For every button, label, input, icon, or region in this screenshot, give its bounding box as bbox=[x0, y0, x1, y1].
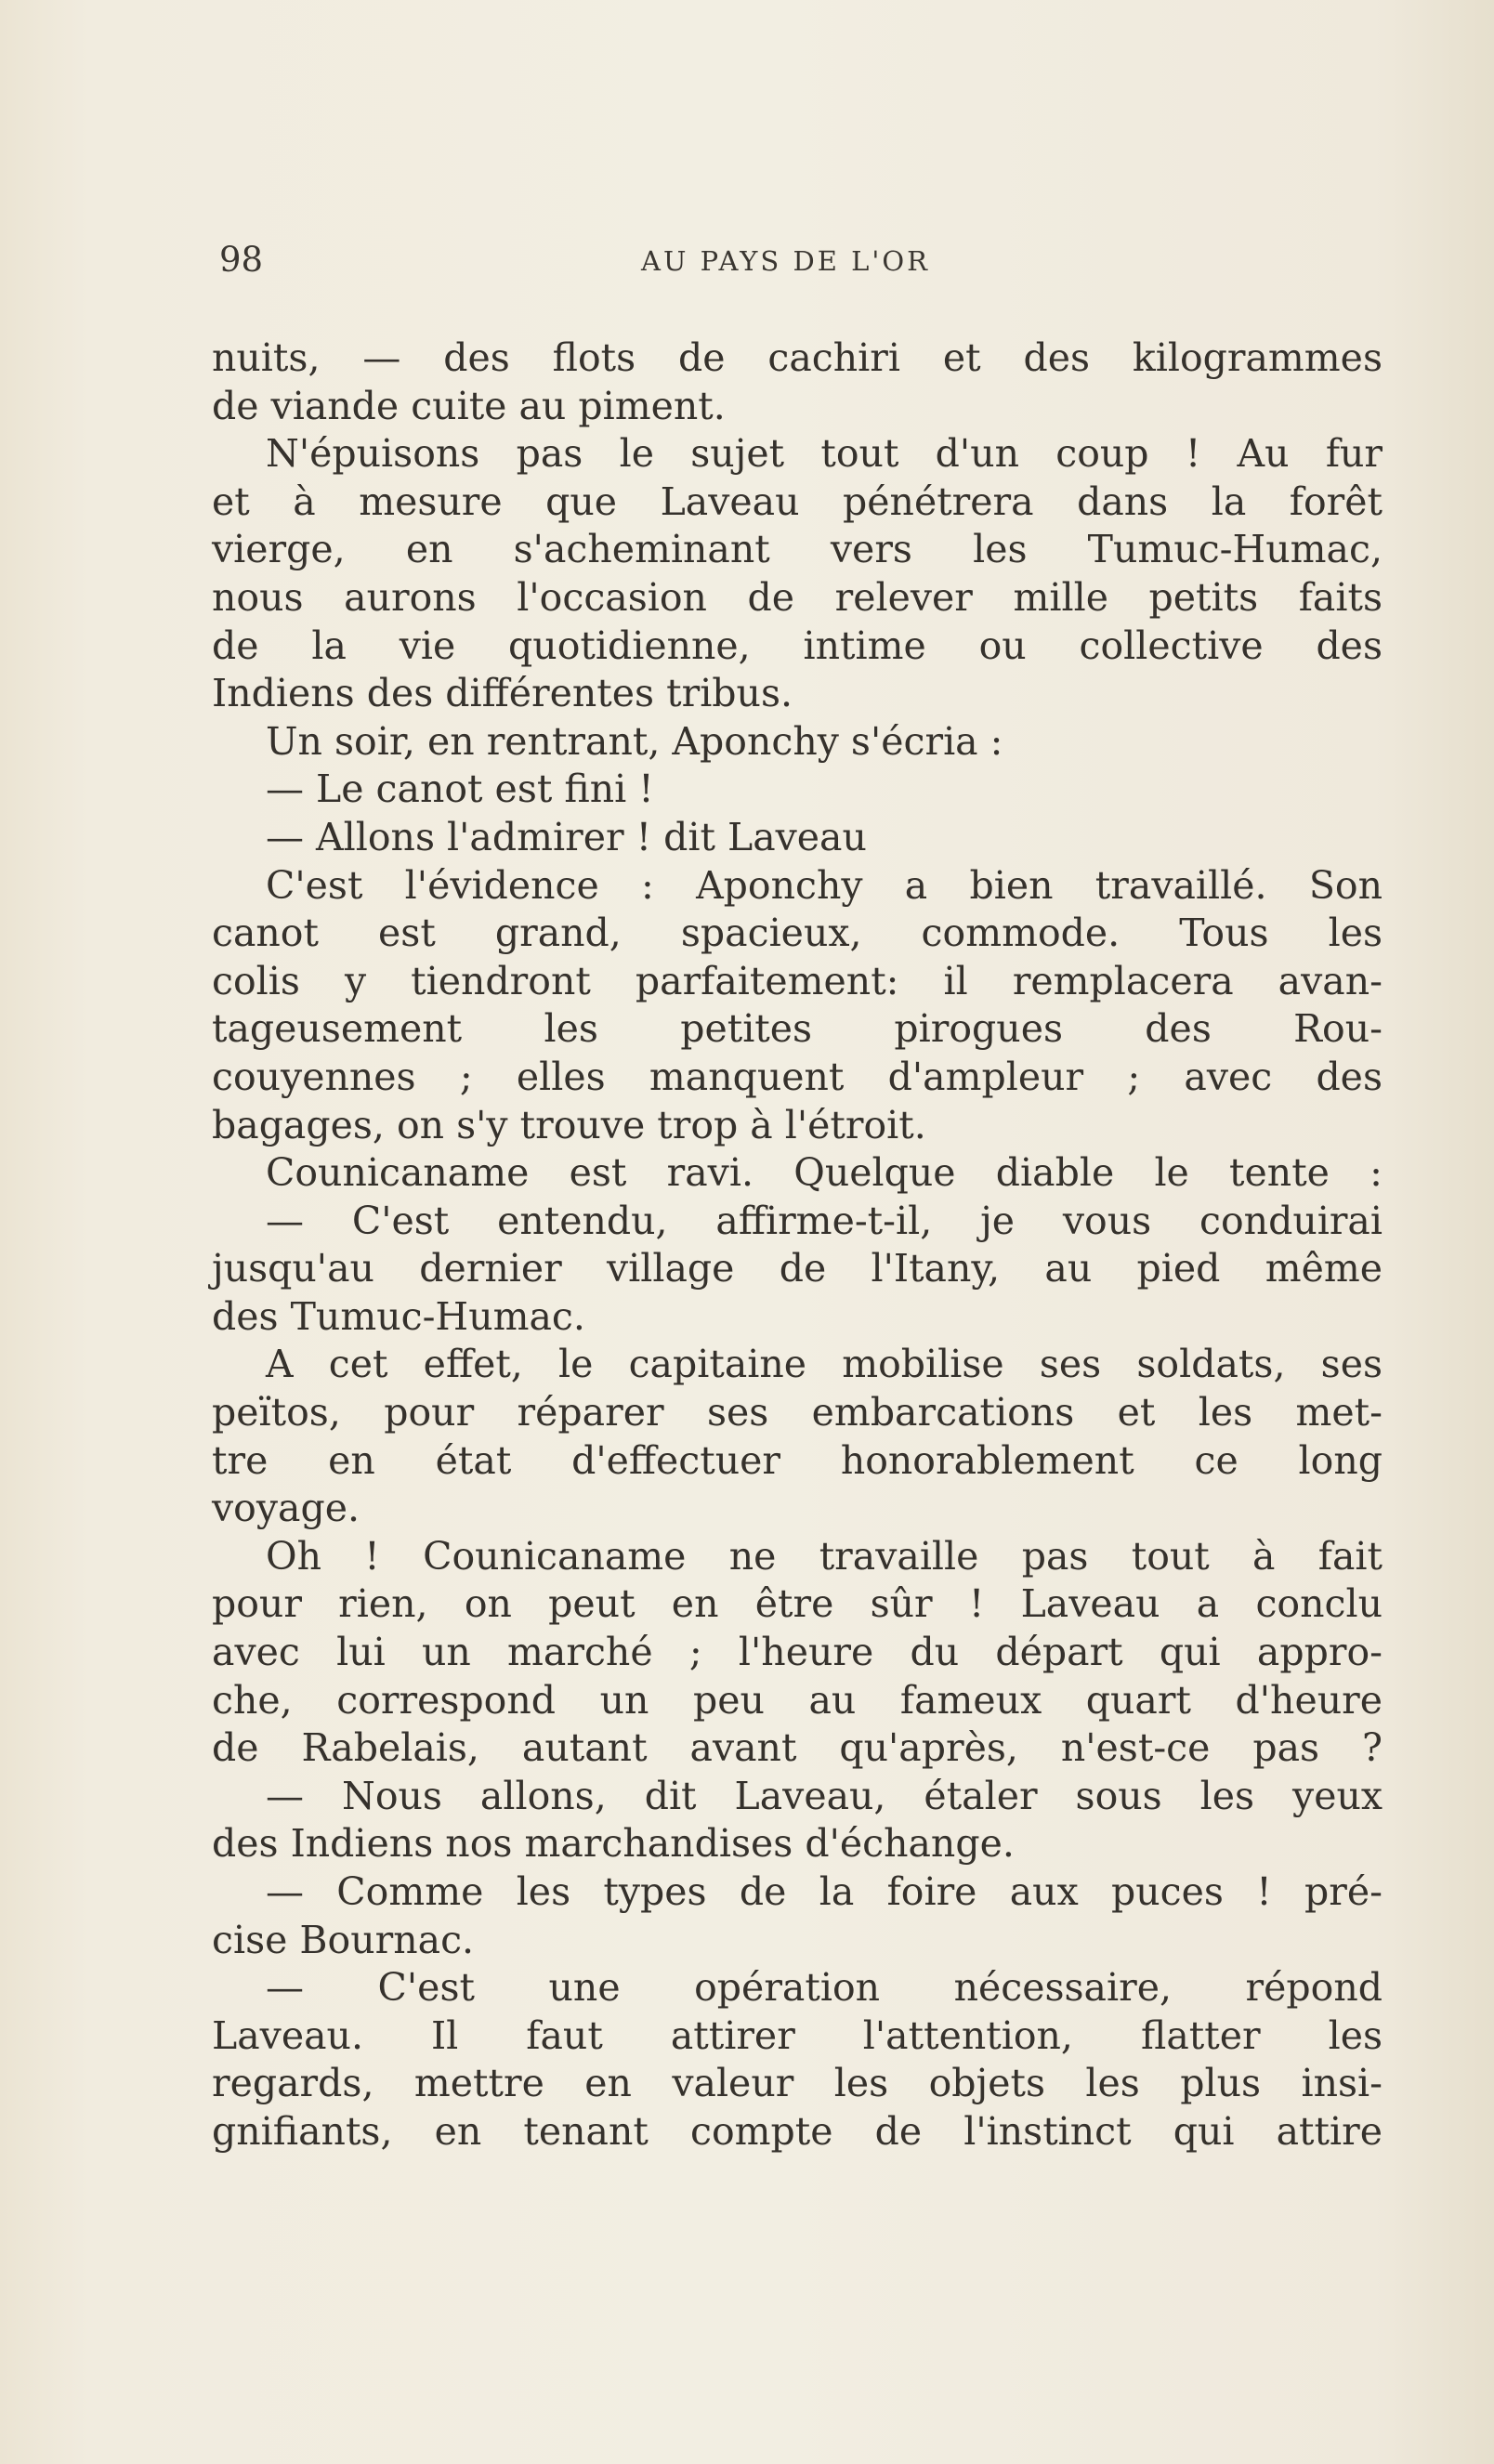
text-line: regards, mettre en valeur les objets les plus insi- bbox=[212, 2061, 1383, 2106]
text-line: colis y tiendront parfaitement: il remplacera avan- bbox=[212, 958, 1383, 1003]
text-line: tre en état d'effectuer honorablement ce long bbox=[212, 1437, 1383, 1483]
text-line: avec lui un marché ; l'heure du départ qui appro- bbox=[212, 1630, 1383, 1675]
text-line: — Le canot est fini ! bbox=[266, 767, 654, 812]
text-line: N'épuisons pas le sujet tout d'un coup ! Au fur bbox=[266, 431, 1383, 477]
text-line: Counicaname est ravi. Quelque diable le tente : bbox=[266, 1150, 1383, 1196]
text-line: de la vie quotidienne, intime ou collective des bbox=[212, 623, 1383, 668]
text-line: canot est grand, spacieux, commode. Tous les bbox=[212, 911, 1383, 956]
text-line: de viande cuite au piment. bbox=[212, 383, 726, 428]
text-line: vierge, en s'acheminant vers les Tumuc-Humac, bbox=[212, 527, 1383, 572]
text-line: voyage. bbox=[212, 1486, 360, 1531]
body-text bbox=[212, 334, 1383, 2156]
text-line: tageusement les petites pirogues des Rou- bbox=[212, 1006, 1383, 1052]
text-line: — C'est une opération nécessaire, répond bbox=[266, 1965, 1383, 2011]
text-line: — Allons l'admirer ! dit Laveau bbox=[266, 814, 867, 859]
text-line: cise Bournac. bbox=[212, 1917, 475, 1962]
running-title: AU PAYS DE L'OR bbox=[641, 245, 930, 277]
text-line: bagages, on s'y trouve trop à l'étroit. bbox=[212, 1102, 926, 1147]
text-line: des Indiens nos marchandises d'échange. bbox=[212, 1821, 1015, 1867]
text-line: de Rabelais, autant avant qu'après, n'est-ce pas ? bbox=[212, 1725, 1383, 1771]
text-line: Oh ! Counicaname ne travaille pas tout à fait bbox=[266, 1533, 1383, 1579]
text-line: Indiens des différentes tribus. bbox=[212, 671, 793, 716]
text-line: nous aurons l'occasion de relever mille petits faits bbox=[212, 574, 1383, 620]
text-line: che, correspond un peu au fameux quart d'heure bbox=[212, 1677, 1383, 1723]
page-number: 98 bbox=[219, 240, 264, 280]
text-line: — C'est entendu, affirme-t-il, je vous conduirai bbox=[266, 1198, 1383, 1243]
text-line: Un soir, en rentrant, Aponchy s'écria : bbox=[266, 718, 1003, 764]
text-line: jusqu'au dernier village de l'Itany, au pied même bbox=[212, 1246, 1383, 1291]
text-line: et à mesure que Laveau pénétrera dans la forêt bbox=[212, 478, 1383, 524]
text-line: des Tumuc-Humac. bbox=[212, 1293, 585, 1339]
text-line: peïtos, pour réparer ses embarcations et les met- bbox=[212, 1390, 1383, 1435]
text-line: A cet effet, le capitaine mobilise ses soldats, ses bbox=[266, 1342, 1383, 1387]
text-line: nuits, — des flots de cachiri et des kilogrammes bbox=[212, 335, 1383, 380]
text-line: couyennes ; elles manquent d'ampleur ; avec des bbox=[212, 1054, 1383, 1099]
text-line: pour rien, on peut en être sûr ! Laveau a conclu bbox=[212, 1581, 1383, 1627]
text-line: Laveau. Il faut attirer l'attention, flatter les bbox=[212, 2012, 1383, 2058]
text-line: gnifiants, en tenant compte de l'instinct qui attire bbox=[212, 2108, 1383, 2154]
text-line: — Comme les types de la foire aux puces ! pré- bbox=[266, 1869, 1383, 1914]
text-line: — Nous allons, dit Laveau, étaler sous les yeux bbox=[266, 1773, 1383, 1818]
text-line: C'est l'évidence : Aponchy a bien travaillé. Son bbox=[266, 862, 1383, 908]
